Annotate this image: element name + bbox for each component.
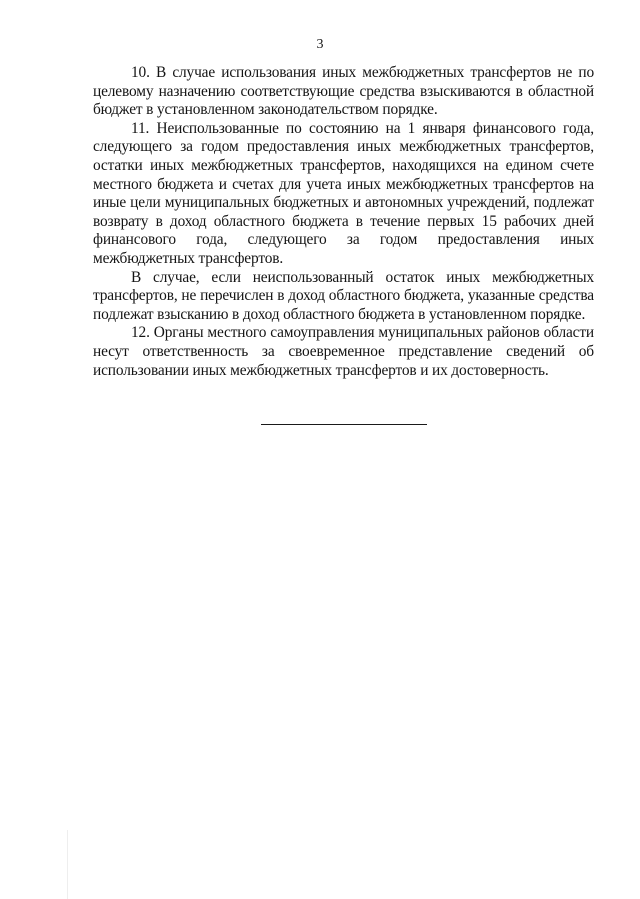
paragraph-12: 12. Органы местного самоуправления муниципальных районов области несут ответственность за своевременное представление сведений об использовании иных межбюджетных трансфертов и их достоверность. [93,324,594,379]
page-number: 3 [316,37,324,52]
document-body [93,64,594,380]
scan-margin-mark [67,830,68,899]
paragraph-11-continuation: В случае, если неиспользованный остаток иных межбюджетных трансфертов, не перечислен в доход областного бюджета, указанные средства подлежат взысканию в доход областного бюджета в установленном порядке. [93,268,594,323]
paragraph-11: 11. Неиспользованные по состоянию на 1 января финансового года, следующего за годом предоставления иных межбюджетных трансфертов, остатки иных межбюджетных трансфертов, находящихся на едином счете местного бюджета и счетах для учета иных межбюджетных трансфертов на иные цели муниципальных бюджетных и автономных учреждений, подлежат возврату в доход областного бюджета в течение первых 15 рабочих дней финансового года, следующего за годом предоставления иных межбюджетных трансфертов. [93,119,594,267]
paragraph-10: 10. В случае использования иных межбюджетных трансфертов не по целевому назначению соответствующие средства взыскиваются в областной бюджет в установленном законодательством порядке. [93,64,594,119]
end-separator-line [261,424,427,425]
